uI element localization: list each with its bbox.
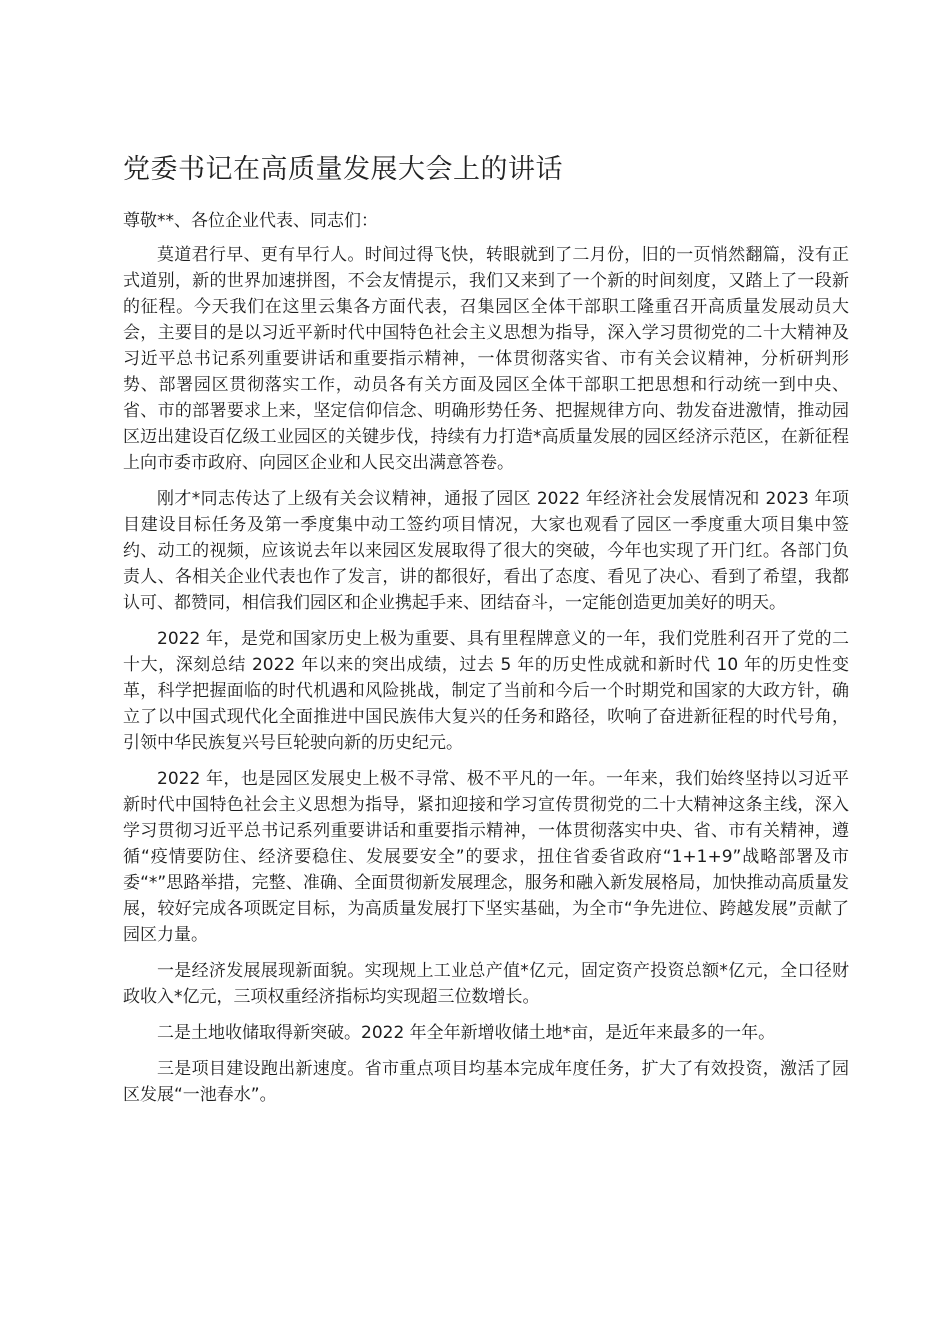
document-page <box>123 150 849 1118</box>
paragraph-5: 一是经济发展展现新面貌。实现规上工业总产值*亿元，固定资产投资总额*亿元，全口径财政收入*亿元，三项权重经济指标均实现超三位数增长。 <box>123 961 849 1007</box>
salutation: 尊敬**、各位企业代表、同志们： <box>123 211 378 231</box>
paragraph-2: 刚才*同志传达了上级有关会议精神，通报了园区 2022 年经济社会发展情况和 2023 年项目建设目标任务及第一季度集中动工签约项目情况，大家也观看了园区一季度重大项目集中签约、动工的视频，应该说去年以来园区发展取得了很大的突破，今年也实现了开门红。各部门负责人、各相关企业代表也作了发言，讲的都很好，看出了态度、看见了决心、看到了希望，我都认可、都赞同，相信我们园区和企业携起手来、团结奋斗，一定能创造更加美好的明天。 <box>123 489 849 613</box>
paragraph-1: 莫道君行早、更有早行人。时间过得飞快，转眼就到了二月份，旧的一页悄然翻篇，没有正式道别，新的世界加速拼图，不会友情提示，我们又来到了一个新的时间刻度，又踏上了一段新的征程。今天我们在这里云集各方面代表，召集园区全体干部职工隆重召开高质量发展动员大会，主要目的是以习近平新时代中国特色社会主义思想为指导，深入学习贯彻党的二十大精神及习近平总书记系列重要讲话和重要指示精神，一体贯彻落实省、市有关会议精神，分析研判形势、部署园区贯彻落实工作，动员各有关方面及园区全体干部职工把思想和行动统一到中央、省、市的部署要求上来，坚定信仰信念、明确形势任务、把握规律方向、勃发奋进激情，推动园区迈出建设百亿级工业园区的关键步伐，持续有力打造*高质量发展的园区经济示范区，在新征程上向市委市政府、向园区企业和人民交出满意答卷。 <box>123 245 849 473</box>
paragraph-6: 二是土地收储取得新突破。2022 年全年新增收储土地*亩，是近年来最多的一年。 <box>157 1023 776 1043</box>
paragraph-7: 三是项目建设跑出新速度。省市重点项目均基本完成年度任务，扩大了有效投资，激活了园区发展“一池春水”。 <box>123 1059 849 1105</box>
paragraph-4: 2022 年，也是园区发展史上极不寻常、极不平凡的一年。一年来，我们始终坚持以习近平新时代中国特色社会主义思想为指导，紧扣迎接和学习宣传贯彻党的二十大精神这条主线，深入学习贯彻习近平总书记系列重要讲话和重要指示精神，一体贯彻落实中央、省、市有关精神，遵循“疫情要防住、经济要稳住、发展要安全”的要求，扭住省委省政府“1+1+9”战略部署及市委“*”思路举措，完整、准确、全面贯彻新发展理念，服务和融入新发展格局，加快推动高质量发展，较好完成各项既定目标，为高质量发展打下坚实基础，为全市“争先进位、跨越发展”贡献了园区力量。 <box>123 769 849 945</box>
document-title: 党委书记在高质量发展大会上的讲话 <box>123 154 563 185</box>
paragraph-3: 2022 年，是党和国家历史上极为重要、具有里程牌意义的一年，我们党胜利召开了党的二十大，深刻总结 2022 年以来的突出成绩，过去 5 年的历史性成就和新时代 10 年的历史性变革，科学把握面临的时代机遇和风险挑战，制定了当前和今后一个时期党和国家的大政方针，确立了以中国式现代化全面推进中国民族伟大复兴的任务和路径，吹响了奋进新征程的时代号角，引领中华民族复兴号巨轮驶向新的历史纪元。 <box>123 629 849 753</box>
